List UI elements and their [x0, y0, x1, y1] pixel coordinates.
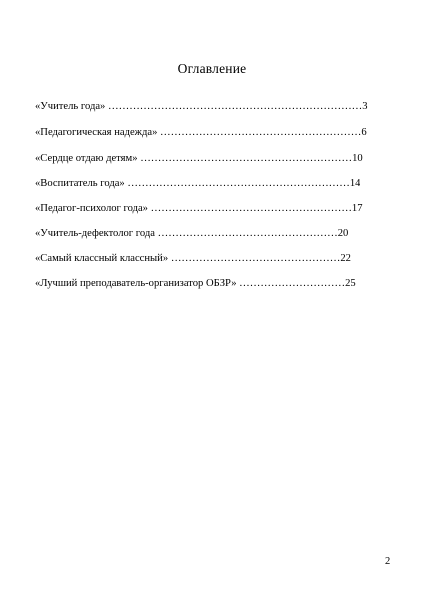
toc-entry-leader: ………………………………………………………	[127, 178, 350, 189]
toc-entry-label: «Педагогическая надежда»	[35, 127, 158, 138]
toc-entry-page: 6	[361, 127, 367, 138]
toc-entry	[35, 176, 360, 192]
toc-entry-label: «Сердце отдаю детям»	[35, 153, 138, 164]
toc-entry	[35, 125, 367, 141]
toc-entry-page: 25	[345, 278, 356, 289]
toc-entry-leader: ……………………………………………	[157, 228, 338, 239]
toc-entry-page: 3	[362, 101, 368, 112]
toc-entry-label: «Учитель-дефектолог года	[35, 228, 155, 239]
toc-entry-leader: ……………………………………………………	[140, 153, 353, 164]
toc-entry-label: «Лучший преподаватель-организатор ОБЗР»	[35, 278, 237, 289]
toc-entry-leader: …………………………………………………	[160, 127, 362, 138]
toc-entry	[35, 276, 356, 292]
toc-entry-page: 14	[349, 178, 361, 189]
toc-entry-leader: …………………………………………………	[150, 203, 352, 214]
toc-entry-leader: ………………………………………………………………	[108, 101, 363, 112]
page-number: 2	[385, 556, 391, 567]
toc-entry-page: 17	[351, 203, 363, 214]
toc-entry-leader: …………………………………………	[170, 253, 341, 264]
toc-entry-label: «Самый классный классный»	[35, 253, 169, 264]
toc-entry	[35, 151, 363, 167]
toc-entry-page: 22	[340, 253, 351, 264]
toc-entry	[35, 226, 348, 242]
toc-entry	[35, 99, 368, 115]
toc-entry-page: 20	[337, 228, 349, 239]
toc-entry-page: 10	[352, 153, 363, 164]
toc-entry-label: «Воспитатель года»	[35, 178, 125, 189]
toc-entry-label: «Учитель года»	[35, 101, 106, 112]
toc-title: Оглавление	[177, 61, 247, 76]
toc-entry-label: «Педагог-психолог года»	[35, 203, 148, 214]
toc-entry-leader: …………………………	[239, 278, 346, 289]
toc-entry	[35, 201, 363, 217]
toc-entry	[35, 251, 351, 267]
